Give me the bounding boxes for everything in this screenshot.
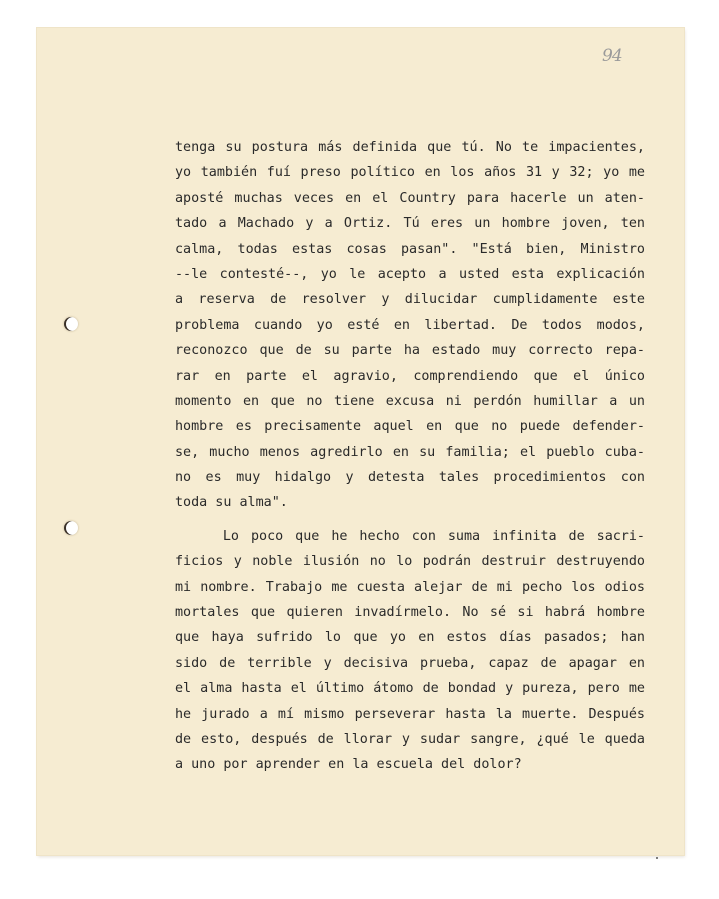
text-line: sido de terrible y decisiva prueba, capaz de apagar en (175, 655, 645, 671)
text-line: he jurado a mí mismo perseverar hasta la muerte. Después (175, 706, 645, 722)
text-line: a reserva de resolver y dilucidar cumplidamente este (175, 292, 645, 308)
text-line: mortales que quieren invadírmelo. No sé si habrá hombre (175, 605, 645, 621)
punch-hole (64, 521, 78, 535)
text-line: reconozco que de su parte ha estado muy correcto repa- (175, 343, 645, 359)
text-line: problema cuando yo esté en libertad. De todos modos, (175, 317, 645, 333)
page-number: 94 (602, 46, 622, 66)
punch-hole (64, 317, 78, 331)
text-line: se, mucho menos agredirlo en su familia; el pueblo cuba- (175, 444, 645, 460)
document-page (37, 28, 684, 855)
text-line: ficios y noble ilusión no lo podrán destruir destruyendo (175, 554, 645, 570)
text-line: a uno por aprender en la escuela del dolor? (175, 757, 522, 773)
text-line: --le contesté--, yo le acepto a usted esta explicación (175, 266, 645, 282)
text-line: yo también fuí preso político en los años 31 y 32; yo me (175, 165, 645, 181)
text-line: mi nombre. Trabajo me cuesta alejar de mi pecho los odios (175, 579, 645, 595)
text-line: calma, todas estas cosas pasan". "Está bien, Ministro (175, 241, 645, 257)
scan-speck (656, 857, 658, 859)
text-line: tado a Machado y a Ortiz. Tú eres un hombre joven, ten (175, 216, 645, 232)
text-line: Lo poco que he hecho con suma infinita de sacri- (175, 528, 645, 544)
text-line: de esto, después de llorar y sudar sangre, ¿qué le queda (175, 731, 645, 747)
paragraph (175, 524, 645, 778)
text-line: rar en parte el agravio, comprendiendo que el único (175, 368, 645, 384)
text-line: hombre es precisamente aquel en que no puede defender- (175, 419, 645, 435)
paragraph (175, 135, 645, 516)
typewritten-text (175, 135, 645, 778)
text-line: no es muy hidalgo y detesta tales procedimientos con (175, 470, 645, 486)
text-line: el alma hasta el último átomo de bondad y pureza, pero me (175, 681, 645, 697)
text-line: tenga su postura más definida que tú. No te impacientes, (175, 140, 645, 155)
text-line: aposté muchas veces en el Country para hacerle un aten- (175, 190, 645, 206)
text-line: momento en que no tiene excusa ni perdón humillar a un (175, 393, 645, 409)
text-line: que haya sufrido lo que yo en estos días pasados; han (175, 630, 645, 646)
text-line: toda su alma". (175, 495, 288, 511)
